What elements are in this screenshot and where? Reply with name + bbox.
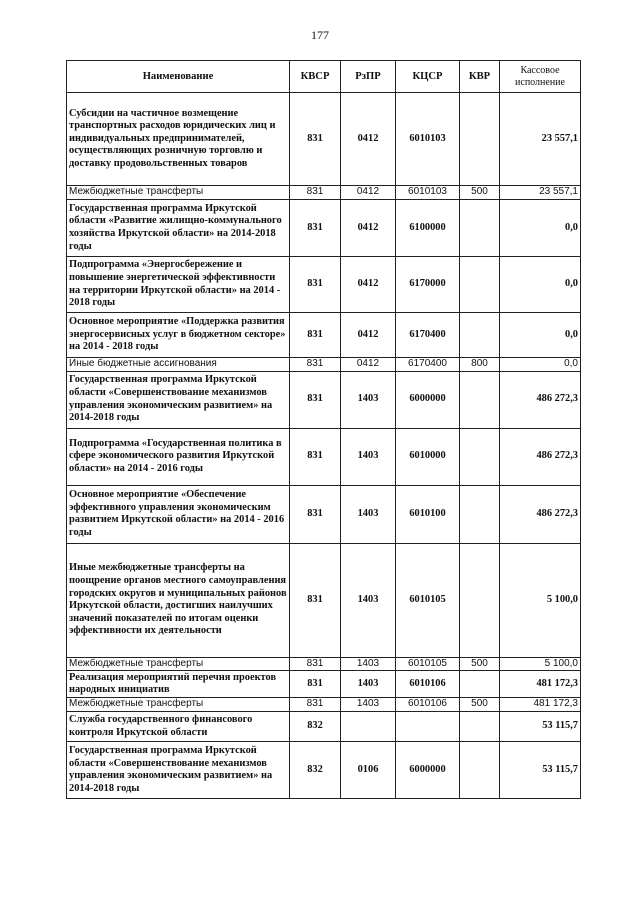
row-kvsr: 831 (290, 371, 341, 428)
table-header-row (67, 61, 581, 93)
table-row (67, 543, 581, 657)
row-kcsr: 6010100 (396, 485, 460, 543)
page-number: 177 (311, 28, 329, 42)
row-rzpr: 0106 (341, 742, 396, 799)
row-kcsr: 6170400 (396, 358, 460, 372)
row-rzpr: 0412 (341, 93, 396, 186)
header-execution: Кассовое исполнение (500, 61, 581, 93)
row-amount: 0,0 (500, 313, 581, 358)
row-kcsr: 6000000 (396, 742, 460, 799)
row-kvr (460, 200, 500, 257)
row-amount: 5 100,0 (500, 657, 581, 671)
header-rzpr: РзПР (341, 61, 396, 93)
row-rzpr: 0412 (341, 200, 396, 257)
row-kvr (460, 257, 500, 313)
row-kvr (460, 313, 500, 358)
row-kvsr: 832 (290, 712, 341, 742)
row-kvr (460, 712, 500, 742)
row-amount: 53 115,7 (500, 742, 581, 799)
row-name: Государственная программа Иркутской области «Совершенствование механизмов управления экономическим развитием» на 2014-2018 годы (67, 371, 290, 428)
table-row (67, 485, 581, 543)
row-name: Иные бюджетные ассигнования (67, 358, 290, 372)
row-amount: 0,0 (500, 257, 581, 313)
row-rzpr: 1403 (341, 485, 396, 543)
row-amount: 0,0 (500, 200, 581, 257)
row-kcsr: 6100000 (396, 200, 460, 257)
row-name: Межбюджетные трансферты (67, 698, 290, 712)
header-name: Наименование (67, 61, 290, 93)
row-rzpr: 1403 (341, 428, 396, 485)
row-kvsr: 831 (290, 186, 341, 200)
row-amount: 481 172,3 (500, 671, 581, 698)
table-row (67, 742, 581, 799)
row-name: Государственная программа Иркутской области «Развитие жилищно-коммунального хозяйства Иркутской области» на 2014-2018 годы (67, 200, 290, 257)
table-row (67, 428, 581, 485)
row-amount: 481 172,3 (500, 698, 581, 712)
table-row (67, 313, 581, 358)
table-row (67, 186, 581, 200)
row-amount: 486 272,3 (500, 428, 581, 485)
row-kvsr: 831 (290, 200, 341, 257)
row-rzpr: 0412 (341, 313, 396, 358)
row-kvsr: 831 (290, 698, 341, 712)
row-kvsr: 831 (290, 657, 341, 671)
row-kvr (460, 428, 500, 485)
row-amount: 53 115,7 (500, 712, 581, 742)
table-row (67, 371, 581, 428)
row-name: Межбюджетные трансферты (67, 186, 290, 200)
row-kvr (460, 93, 500, 186)
row-kcsr: 6000000 (396, 371, 460, 428)
table-row (67, 698, 581, 712)
row-amount: 486 272,3 (500, 485, 581, 543)
row-name: Межбюджетные трансферты (67, 657, 290, 671)
header-kvr: КВР (460, 61, 500, 93)
row-rzpr: 0412 (341, 358, 396, 372)
row-kcsr: 6010106 (396, 698, 460, 712)
row-kvsr: 832 (290, 742, 341, 799)
row-name: Государственная программа Иркутской области «Совершенствование механизмов управления экономическим развитием» на 2014-2018 годы (67, 742, 290, 799)
row-name: Реализация мероприятий перечня проектов народных инициатив (67, 671, 290, 698)
row-name: Служба государственного финансового контроля Иркутской области (67, 712, 290, 742)
row-kcsr: 6010103 (396, 186, 460, 200)
row-kcsr: 6170400 (396, 313, 460, 358)
row-kvr (460, 485, 500, 543)
row-kvr (460, 371, 500, 428)
row-kvr (460, 742, 500, 799)
row-kcsr (396, 712, 460, 742)
row-rzpr: 0412 (341, 257, 396, 313)
table-row (67, 200, 581, 257)
row-kvr: 500 (460, 657, 500, 671)
header-kcsr: КЦСР (396, 61, 460, 93)
row-rzpr: 0412 (341, 186, 396, 200)
row-rzpr (341, 712, 396, 742)
row-name: Иные межбюджетные трансферты на поощрение органов местного самоуправления городских округов и муниципальных районов Иркутской области, достигших наилучших значений показателей по итогам оценки эффективности их деятельности (67, 543, 290, 657)
row-kcsr: 6010103 (396, 93, 460, 186)
header-kvsr: КВСР (290, 61, 341, 93)
row-name: Подпрограмма «Государственная политика в сфере экономического развития Иркутской области» на 2014 - 2016 годы (67, 428, 290, 485)
row-kvr (460, 671, 500, 698)
row-kvsr: 831 (290, 93, 341, 186)
row-amount: 23 557,1 (500, 93, 581, 186)
row-kcsr: 6010105 (396, 543, 460, 657)
row-kvsr: 831 (290, 671, 341, 698)
row-name: Субсидии на частичное возмещение транспортных расходов юридических лиц и индивидуальных предпринимателей, осуществляющих розничную торговлю и доставку продовольственных товаров (67, 93, 290, 186)
row-name: Основное мероприятие «Поддержка развития энергосервисных услуг в бюджетном секторе» на 2014 - 2018 годы (67, 313, 290, 358)
row-rzpr: 1403 (341, 698, 396, 712)
row-amount: 486 272,3 (500, 371, 581, 428)
table-row (67, 712, 581, 742)
row-rzpr: 1403 (341, 671, 396, 698)
row-kvsr: 831 (290, 313, 341, 358)
row-kcsr: 6010105 (396, 657, 460, 671)
row-kvr: 500 (460, 698, 500, 712)
row-kvsr: 831 (290, 257, 341, 313)
row-rzpr: 1403 (341, 657, 396, 671)
table-body (67, 93, 581, 799)
row-kcsr: 6170000 (396, 257, 460, 313)
budget-table (66, 60, 581, 799)
row-amount: 23 557,1 (500, 186, 581, 200)
table-row (67, 93, 581, 186)
row-kvr: 800 (460, 358, 500, 372)
row-kvsr: 831 (290, 543, 341, 657)
row-kvsr: 831 (290, 485, 341, 543)
row-kvsr: 831 (290, 358, 341, 372)
table-row (67, 257, 581, 313)
table-row (67, 671, 581, 698)
row-rzpr: 1403 (341, 371, 396, 428)
table-row (67, 358, 581, 372)
row-kcsr: 6010000 (396, 428, 460, 485)
row-amount: 0,0 (500, 358, 581, 372)
row-amount: 5 100,0 (500, 543, 581, 657)
row-rzpr: 1403 (341, 543, 396, 657)
row-kvsr: 831 (290, 428, 341, 485)
row-kcsr: 6010106 (396, 671, 460, 698)
row-kvr (460, 543, 500, 657)
row-name: Подпрограмма «Энергосбережение и повышение энергетической эффективности на территории Иркутской области» на 2014 - 2018 годы (67, 257, 290, 313)
row-kvr: 500 (460, 186, 500, 200)
table-row (67, 657, 581, 671)
row-name: Основное мероприятие «Обеспечение эффективного управления экономическим развитием Иркутской области» на 2014 - 2016 годы (67, 485, 290, 543)
